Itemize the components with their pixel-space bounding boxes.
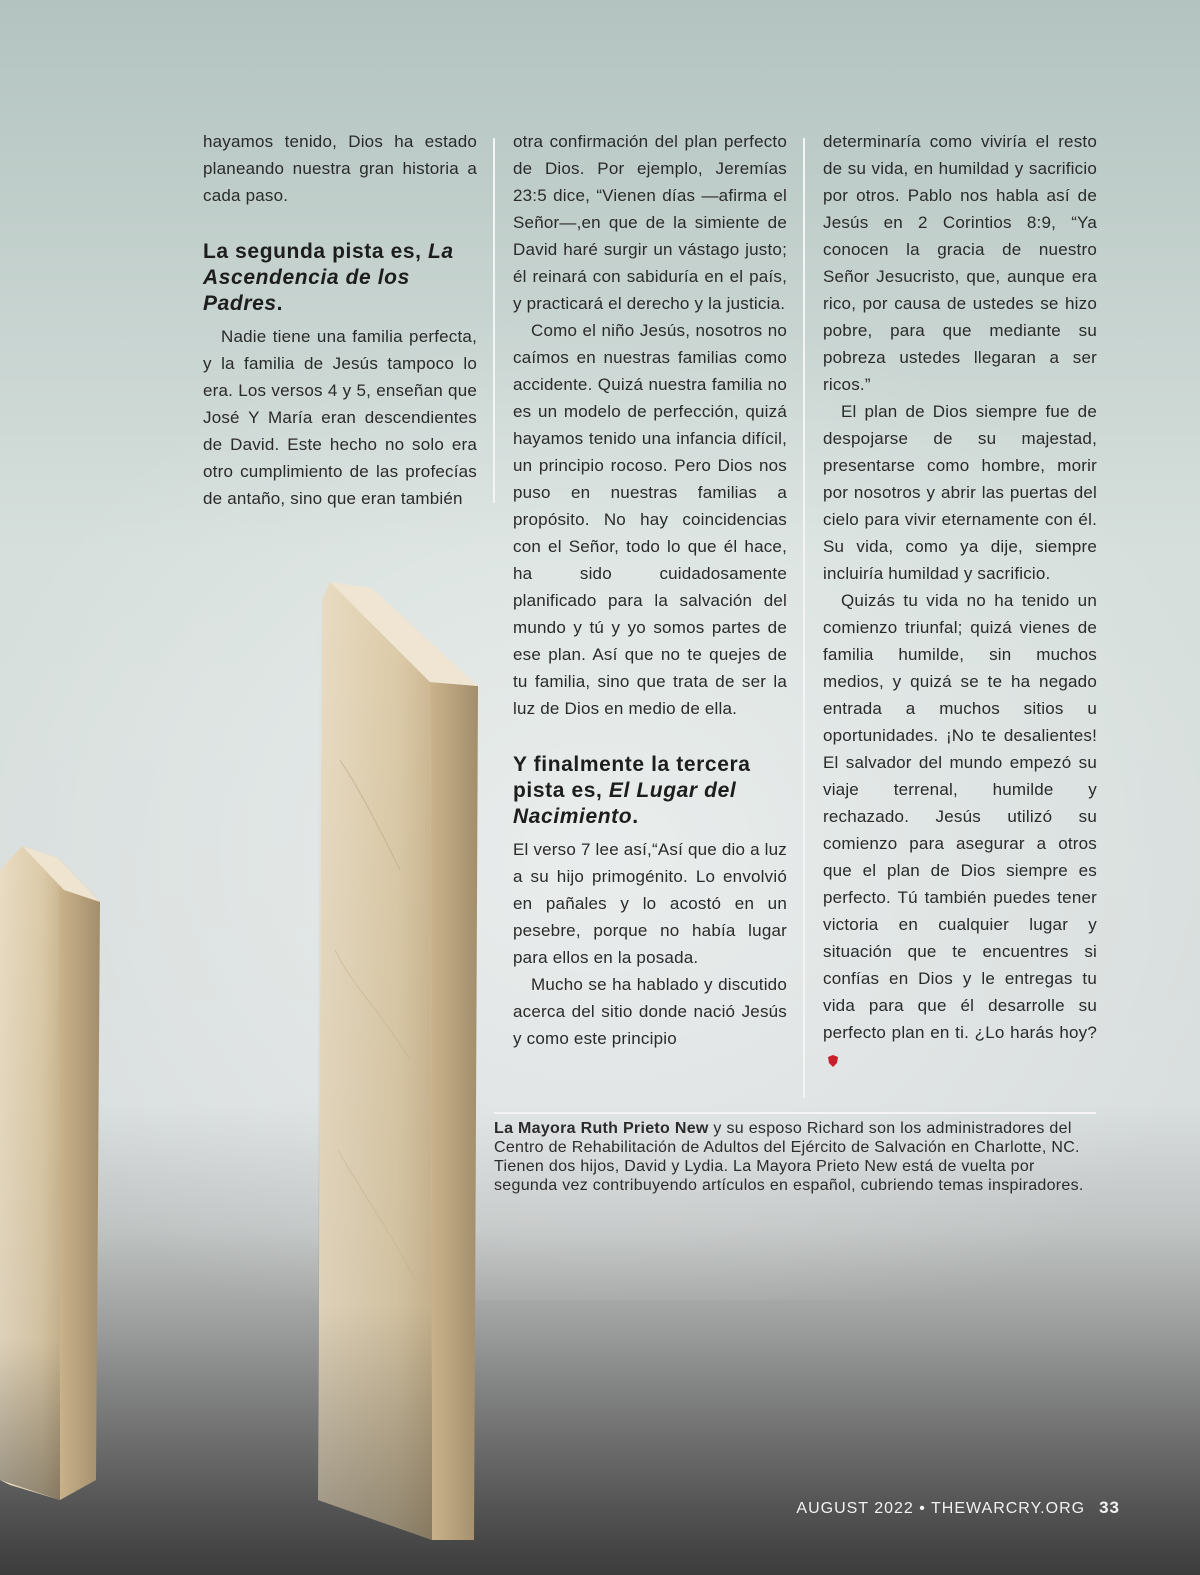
paragraph: hayamos tenido, Dios ha estado planeando nuestra gran historia a cada paso.	[203, 132, 477, 205]
paragraph: El verso 7 lee así,“Así que dio a luz a su hijo primogénito. Lo envolvió en pañales y lo acostó en un pesebre, porque no había lugar para ellos en la posada.	[513, 840, 787, 967]
column-divider	[493, 138, 495, 503]
wood-block-small	[0, 846, 100, 1500]
paragraph: El plan de Dios siempre fue de despojarse de su majestad, presentarse como hombre, morir por nosotros y abrir las puertas del cielo para vivir eternamente con él. Su vida, como ya dije, siempre incluiría humildad y sacrificio.	[823, 402, 1097, 583]
text-column-2	[513, 128, 787, 1052]
section-heading: La segunda pista es, La Ascendencia de los Padres.	[203, 240, 454, 315]
section-heading: Y finalmente la tercera pista es, El Lugar del Nacimiento.	[513, 753, 751, 828]
page-number: 33	[1099, 1498, 1120, 1517]
paragraph: Como el niño Jesús, nosotros no caímos en nuestras familias como accidente. Quizá nuestra familia no es un modelo de perfección, quizá hayamos tenido una infancia difícil, un principio rocoso. Pero Dios nos puso en nuestras familias a propósito. No hay coincidencias con el Señor, todo lo que él hace, ha sido cuidadosamente planificado para la salvación del mundo y tú y yo somos partes de ese plan. Así que no te quejes de tu familia, sino que trata de ser la luz de Dios en medio de ella.	[513, 321, 787, 718]
bio-divider	[494, 1112, 1096, 1114]
paragraph: otra confirmación del plan perfecto de Dios. Por ejemplo, Jeremías 23:5 dice, “Vienen días —afirma el Señor—,en que de la simiente de David haré surgir un vástago justo; él reinará con sabiduría en el país, y practicará el derecho y la justicia.	[513, 132, 787, 313]
shield-end-mark-icon	[827, 1055, 839, 1067]
page-footer: AUGUST 2022 • THEWARCRY.ORG 33	[796, 1498, 1120, 1517]
column-divider	[803, 138, 805, 1098]
text-column-1	[203, 128, 477, 512]
author-bio: La Mayora Ruth Prieto New y su esposo Richard son los administradores del Centro de Rehabilitación de Adultos del Ejército de Salvación en Charlotte, NC. Tienen dos hijos, David y Lydia. La Mayora Prieto New está de vuelta por segunda vez contribuyendo artículos en español, cubriendo temas inspiradores.	[494, 1120, 1084, 1194]
wood-block-tall	[318, 582, 478, 1540]
paragraph: Mucho se ha hablado y discutido acerca del sitio donde nació Jesús y como este principio	[513, 975, 787, 1048]
paragraph: Nadie tiene una familia perfecta, y la familia de Jesús tampoco lo era. Los versos 4 y 5, enseñan que José Y María eran descendientes de David. Este hecho no solo era otro cumplimiento de las profecías de antaño, sino que eran también	[203, 327, 477, 508]
text-column-3	[823, 128, 1097, 1073]
paragraph: Quizás tu vida no ha tenido un comienzo triunfal; quizá vienes de familia humilde, sin muchos medios, y quizá se te ha negado entrada a muchos sitios u oportunidades. ¡No te desalientes! El salvador del mundo empezó su viaje terrenal, humilde y rechazado. Jesús utilizó su comienzo para asegurar a otros que el plan de Dios siempre es perfecto. Tú también puedes tener victoria en cualquier lugar y situación que te encuentres si confías en Dios y le entregas tu vida para que él desarrolle su perfecto plan en ti. ¿Lo harás hoy?	[823, 587, 1097, 1073]
paragraph: determinaría como viviría el resto de su vida, en humildad y sacrificio por otros. Pablo nos habla así de Jesús en 2 Corintios 8:9, “Ya conocen la gracia de nuestro Señor Jesucristo, que, aunque era rico, por causa de ustedes se hizo pobre, para que mediante su pobreza ustedes llegaran a ser ricos.”	[823, 132, 1097, 394]
